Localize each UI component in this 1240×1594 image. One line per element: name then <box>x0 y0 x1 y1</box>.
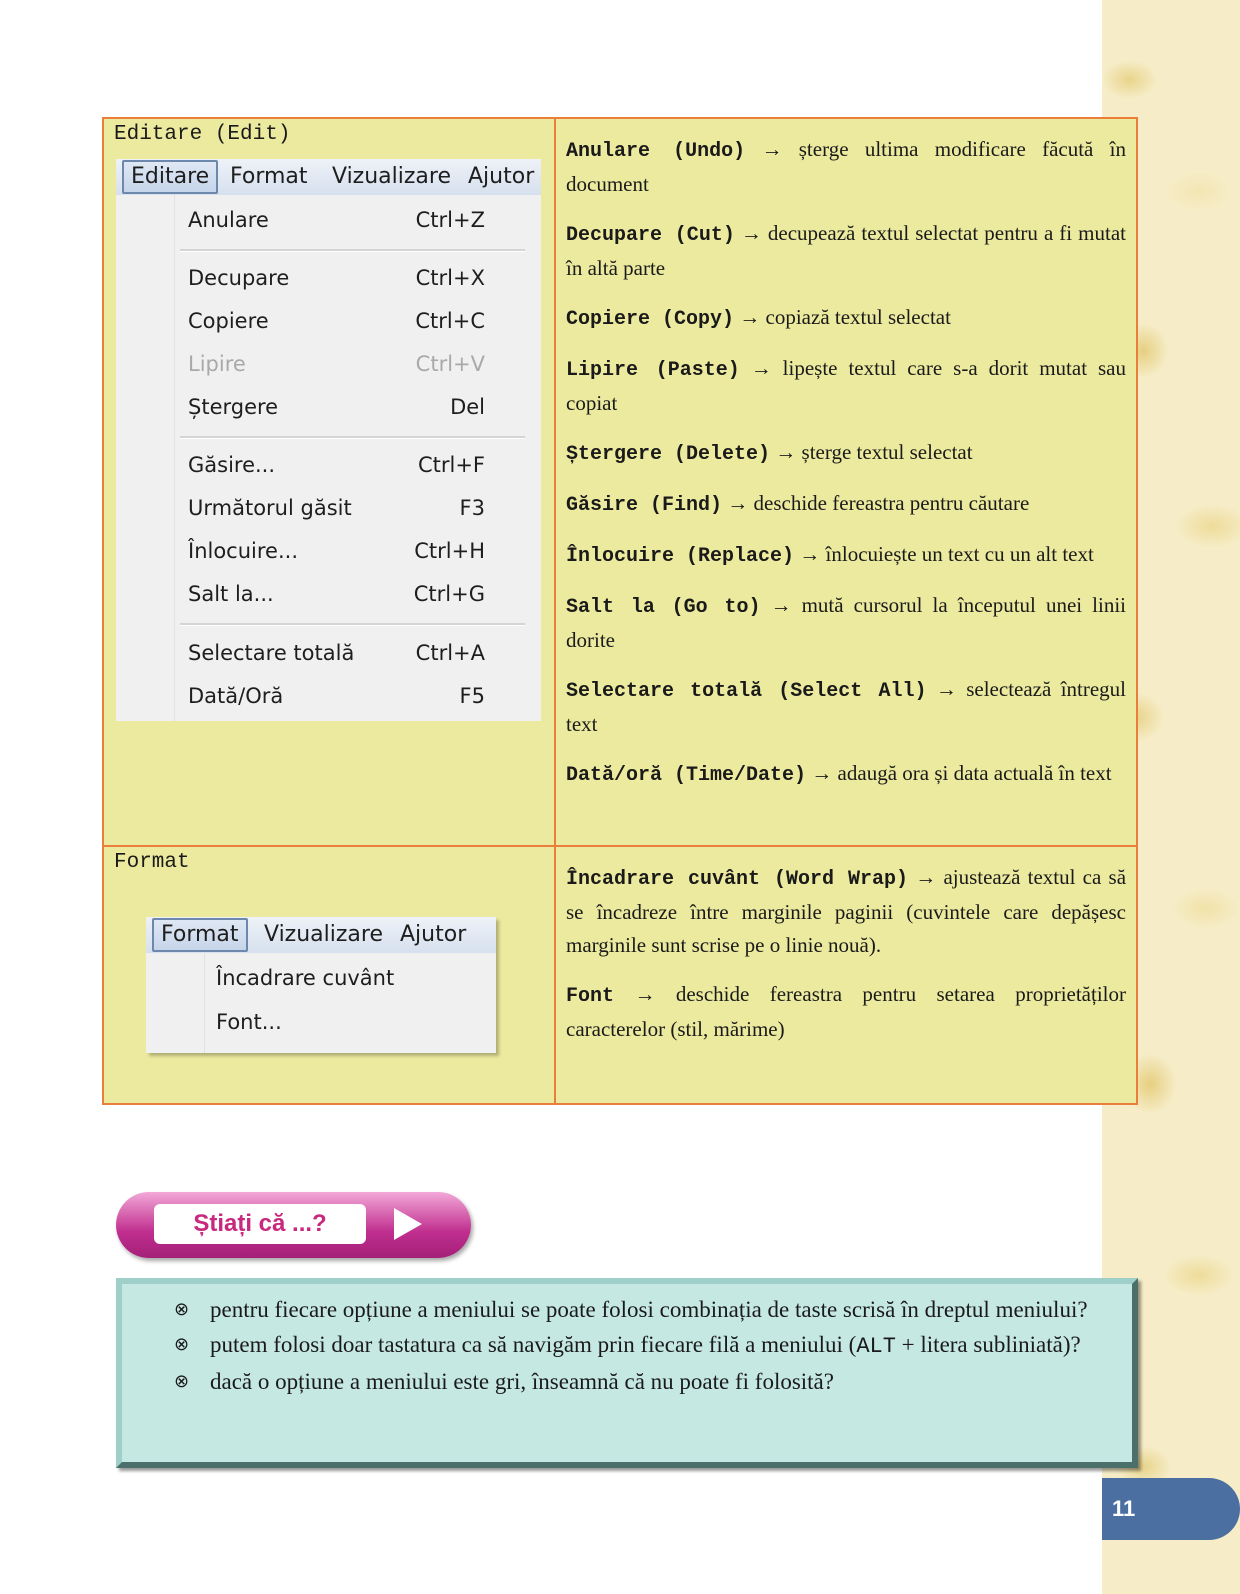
menu-item-decupare[interactable]: Decupare <box>188 266 290 290</box>
desc-inlocuire: Înlocuire (Replace) → înlocuiește un text cu un alt text <box>566 542 1094 568</box>
menu-tab-ajutor[interactable]: Ajutor <box>468 164 535 189</box>
desc-decupare: Decupare (Cut) → decupează textul selectat pentru a fi mutat în altă parte <box>566 221 1126 280</box>
desc-salt-la: Salt la (Go to) → mută cursorul la începutul unei linii dorite <box>566 593 1126 652</box>
desc-anulare: Anulare (Undo) → șterge ultima modificare făcută în document <box>566 137 1127 196</box>
menu-bar <box>146 917 496 953</box>
menu-item-incadrare-cuvant[interactable]: Încadrare cuvânt <box>216 966 395 990</box>
list-item: ⊗ putem folosi doar tastatura ca să navigăm prin fiecare filă a meniului (ALT + litera subliniată)? <box>210 1329 1092 1363</box>
desc-copiere: Copiere (Copy) → copiază textul selectat <box>566 305 951 331</box>
list-item: ⊗ dacă o opțiune a meniului este gri, înseamnă că nu poate fi folosită? <box>210 1366 1092 1398</box>
format-heading: Format <box>114 851 190 874</box>
format-menu-cell <box>103 846 555 1104</box>
menu-item-gasire[interactable]: Găsire... <box>188 453 276 477</box>
shortcut-copiere: Ctrl+C <box>415 309 485 333</box>
menu-tab-vizualizare[interactable]: Vizualizare <box>332 164 452 189</box>
edit-heading: Editare (Edit) <box>114 123 291 146</box>
menu-item-stergere[interactable]: Ștergere <box>188 395 279 419</box>
shortcut-salt-la: Ctrl+G <box>413 582 485 606</box>
shortcut-anulare: Ctrl+Z <box>415 208 485 232</box>
format-menu-screenshot <box>146 917 496 1053</box>
desc-lipire: Lipire (Paste) → lipește textul care s-a dorit mutat sau copiat <box>566 356 1127 415</box>
menu-item-salt-la[interactable]: Salt la... <box>188 582 274 606</box>
format-row <box>103 846 1137 1104</box>
shortcut-inlocuire: Ctrl+H <box>414 539 485 563</box>
format-descriptions-cell <box>555 846 1137 1104</box>
desc-stergere: Ștergere (Delete) → șterge textul selectat <box>566 440 973 466</box>
stiati-ca-list <box>122 1284 1132 1398</box>
menu-tab-format[interactable]: Format <box>152 918 248 952</box>
menu-gutter <box>116 195 175 721</box>
menu-item-anulare[interactable]: Anulare <box>188 208 269 232</box>
menu-item-font[interactable]: Font... <box>216 1010 282 1034</box>
shortcut-decupare: Ctrl+X <box>415 266 485 290</box>
desc-font: Font → deschide fereastra pentru setarea proprietăților caracterelor (stil, mărime) <box>566 982 1126 1041</box>
edit-menu-cell <box>103 118 555 846</box>
edit-row <box>103 118 1137 846</box>
circled-times-icon: ⊗ <box>174 1299 190 1320</box>
menu-item-copiere[interactable]: Copiere <box>188 309 269 333</box>
circled-times-icon: ⊗ <box>174 1334 190 1355</box>
stiati-ca-title: Știați că ...? <box>154 1204 366 1244</box>
format-dropdown <box>146 953 496 1053</box>
shortcut-stergere: Del <box>450 395 485 419</box>
menu-tab-editare[interactable]: Editare <box>122 160 218 194</box>
alt-key: ALT <box>856 1334 896 1359</box>
play-arrow-icon <box>394 1208 422 1240</box>
edit-menu-screenshot <box>116 159 541 721</box>
stiati-ca-box <box>116 1278 1138 1468</box>
shortcut-gasire: Ctrl+F <box>417 453 485 477</box>
shortcut-data-ora: F5 <box>459 684 485 708</box>
menu-gutter <box>146 953 205 1053</box>
menu-reference-table <box>102 117 1138 1105</box>
shortcut-selectare-totala: Ctrl+A <box>415 641 485 665</box>
menu-separator <box>180 249 525 252</box>
menu-item-selectare-totala[interactable]: Selectare totală <box>188 641 355 665</box>
menu-separator <box>180 623 525 626</box>
desc-data-ora: Dată/oră (Time/Date) → adaugă ora și data actuală în text <box>566 761 1112 787</box>
shortcut-lipire: Ctrl+V <box>415 352 485 376</box>
menu-item-lipire: Lipire <box>188 352 246 376</box>
menu-item-inlocuire[interactable]: Înlocuire... <box>188 539 298 563</box>
menu-item-data-ora[interactable]: Dată/Oră <box>188 684 284 708</box>
shortcut-urmatorul-gasit: F3 <box>459 496 485 520</box>
menu-item-urmatorul-gasit[interactable]: Următorul găsit <box>188 496 352 520</box>
menu-tab-format[interactable]: Format <box>230 164 308 189</box>
edit-dropdown <box>116 195 541 721</box>
desc-incadrare-cuvant: Încadrare cuvânt (Word Wrap) → ajustează textul ca să se încadreze între marginile paginii (cuvintele care depășesc marginile sunt scrise pe o linie nouă). <box>566 865 1127 957</box>
stiati-ca-banner <box>116 1192 471 1258</box>
circled-times-icon: ⊗ <box>174 1371 190 1392</box>
menu-tab-ajutor[interactable]: Ajutor <box>400 922 467 947</box>
menu-bar <box>116 159 541 195</box>
page-number: 11 <box>1102 1478 1240 1540</box>
edit-descriptions-cell <box>555 118 1137 846</box>
desc-gasire: Găsire (Find) → deschide fereastra pentru căutare <box>566 491 1030 517</box>
menu-separator <box>180 436 525 439</box>
desc-selectare-totala: Selectare totală (Select All) → selectează întregul text <box>566 677 1127 736</box>
list-item: ⊗ pentru fiecare opțiune a meniului se poate folosi combinația de taste scrisă în dreptul meniului? <box>210 1294 1092 1326</box>
menu-tab-vizualizare[interactable]: Vizualizare <box>264 922 384 947</box>
